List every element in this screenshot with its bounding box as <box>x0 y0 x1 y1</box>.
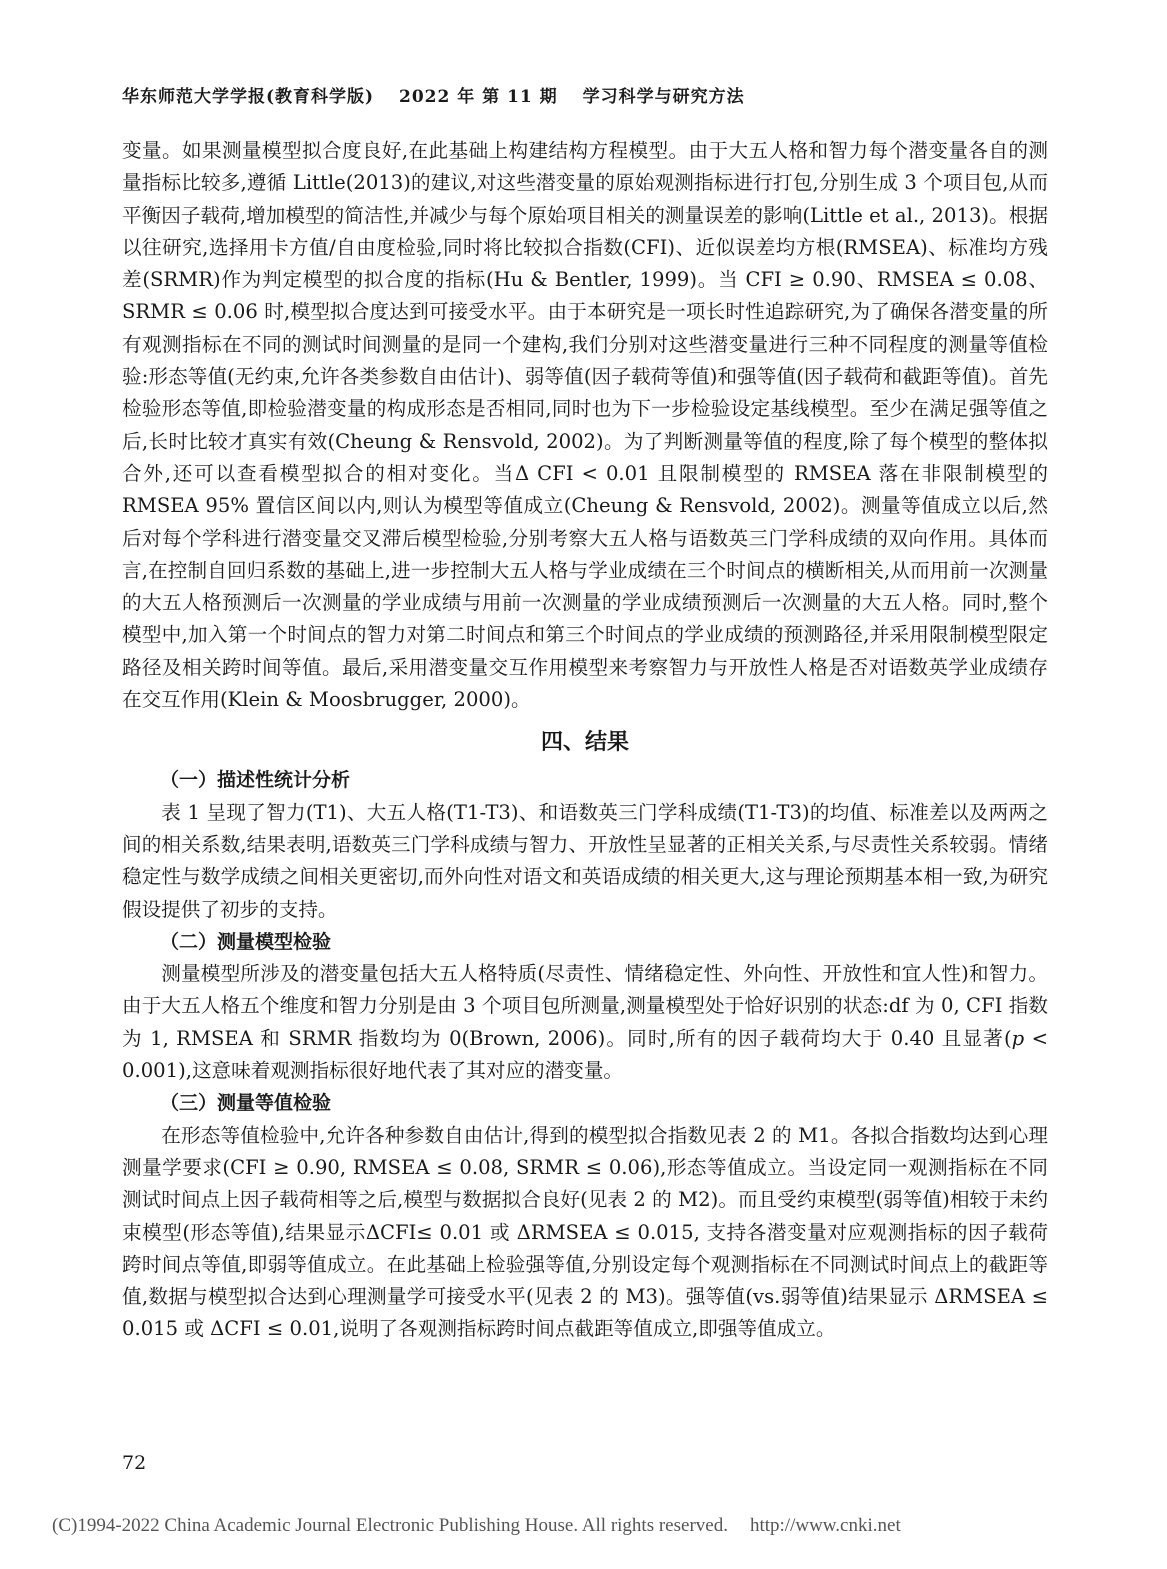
paragraph-methods-continued: 变量。如果测量模型拟合度良好,在此基础上构建结构方程模型。由于大五人格和智力每个潜变量各自的测量指标比较多,遵循 Little(2013)的建议,对这些潜变量的原始观测指标进行打包,分别生成 3 个项目包,从而平衡因子载荷,增加模型的简洁性,并减少与每个原始项目相关的测量误差的影响(Little et al., 2013)。根据以往研究,选择用卡方值/自由度检验,同时将比较拟合指数(CFI)、近似误差均方根(RMSEA)、标准均方残差(SRMR)作为判定模型的拟合度的指标(Hu & Bentler, 1999)。当 CFI ≥ 0.90、RMSEA ≤ 0.08、SRMR ≤ 0.06 时,模型拟合度达到可接受水平。由于本研究是一项长时性追踪研究,为了确保各潜变量的所有观测指标在不同的测试时间测量的是同一个建构,我们分别对这些潜变量进行三种不同程度的测量等值检验:形态等值(无约束,允许各类参数自由估计)、弱等值(因子载荷等值)和强等值(因子载荷和截距等值)。首先检验形态等值,即检验潜变量的构成形态是否相同,同时也为下一步检验设定基线模型。至少在满足强等值之后,长时比较才真实有效(Cheung & Rensvold, 2002)。为了判断测量等值的程度,除了每个模型的整体拟合外,还可以查看模型拟合的相对变化。当Δ CFI < 0.01 且限制模型的 RMSEA 落在非限制模型的 RMSEA 95% 置信区间以内,则认为模型等值成立(Cheung & Rensvold, 2002)。测量等值成立以后,然后对每个学科进行潜变量交叉滞后模型检验,分别考察大五人格与语数英三门学科成绩的双向作用。具体而言,在控制自回归系数的基础上,进一步控制大五人格与学业成绩在三个时间点的横断相关,从而用前一次测量的大五人格预测后一次测量的学业成绩与用前一次测量的学业成绩预测后一次测量的大五人格。同时,整个模型中,加入第一个时间点的智力对第二时间点和第三个时间点的学业成绩的预测路径,并采用限制模型限定路径及相关跨时间等值。最后,采用潜变量交互作用模型来考察智力与开放性人格是否对语数英学业成绩存在交互作用(Klein & Moosbrugger, 2000)。 <box>122 139 1048 712</box>
paragraph-descriptive: 表 1 呈现了智力(T1)、大五人格(T1-T3)、和语数英三门学科成绩(T1-T3)的均值、标准差以及两两之间的相关系数,结果表明,语数英三门学科成绩与智力、开放性呈显著的正相关关系,与尽责性关系较弱。情绪稳定性与数学成绩之间相关更密切,而外向性对语文和英语成绩的相关更大,这与理论预期基本相一致,为研究假设提供了初步的支持。 <box>122 800 1048 921</box>
copyright-text: (C)1994-2022 China Academic Journal Electronic Publishing House. All rights reserved. <box>52 1515 728 1536</box>
column-label: 学习科学与研究方法 <box>582 87 745 107</box>
p-value-symbol: p <box>1011 1026 1025 1050</box>
text-segment: < 0.001),这意味着观测指标很好地代表了其对应的潜变量。 <box>122 1026 1048 1083</box>
running-header <box>122 82 763 107</box>
subsection-title-descriptive: （一）描述性统计分析 <box>160 769 351 792</box>
subsection-title-invariance: （三）测量等值检验 <box>160 1092 332 1115</box>
journal-name: 华东师范大学学报(教育科学版) <box>122 87 375 107</box>
paragraph-invariance: 在形态等值检验中,允许各种参数自由估计,得到的模型拟合指数见表 2 的 M1。各拟合指数均达到心理测量学要求(CFI ≥ 0.90, RMSEA ≤ 0.08, SRMR ≤ 0.06),形态等值成立。当设定同一观测指标在不同测试时间点上因子载荷相等之后,模型与数据拟合良好(见表 2 的 M2)。而且受约束模型(弱等值)相较于未约束模型(形态等值),结果显示ΔCFI≤ 0.01 或 ΔRMSEA ≤ 0.015, 支持各潜变量对应观测指标的因子载荷跨时间点等值,即弱等值成立。在此基础上检验强等值,分别设定每个观测指标在不同测试时间点上的截距等值,数据与模型拟合达到心理测量学可接受水平(见表 2 的 M3)。强等值(vs.弱等值)结果显示 ΔRMSEA ≤ 0.015 或 ΔCFI ≤ 0.01,说明了各观测指标跨时间点截距等值成立,即强等值成立。 <box>122 1123 1048 1341</box>
article-body <box>122 135 1048 1346</box>
subsection-title-measurement-model: （二）测量模型检验 <box>160 930 332 953</box>
paragraph-measurement-model <box>122 958 1048 1087</box>
text-segment: 测量模型所涉及的潜变量包括大五人格特质(尽责性、情绪稳定性、外向性、开放性和宜人性)和智力。由于大五人格五个维度和智力分别是由 3 个项目包所测量,测量模型处于恰好识别的状态:df 为 0, CFI 指数为 1, RMSEA 和 SRMR 指数均为 0(Brown, 2006)。同时,所有的因子载荷均大于 0.40 且显著( <box>122 962 1048 1050</box>
page-number: 72 <box>122 1452 147 1474</box>
copyright-footer <box>52 1515 901 1537</box>
section-title-results: 四、结果 <box>540 730 629 756</box>
issue-label: 2022 年 第 11 期 <box>399 87 558 107</box>
footer-url: http://www.cnki.net <box>749 1515 901 1536</box>
